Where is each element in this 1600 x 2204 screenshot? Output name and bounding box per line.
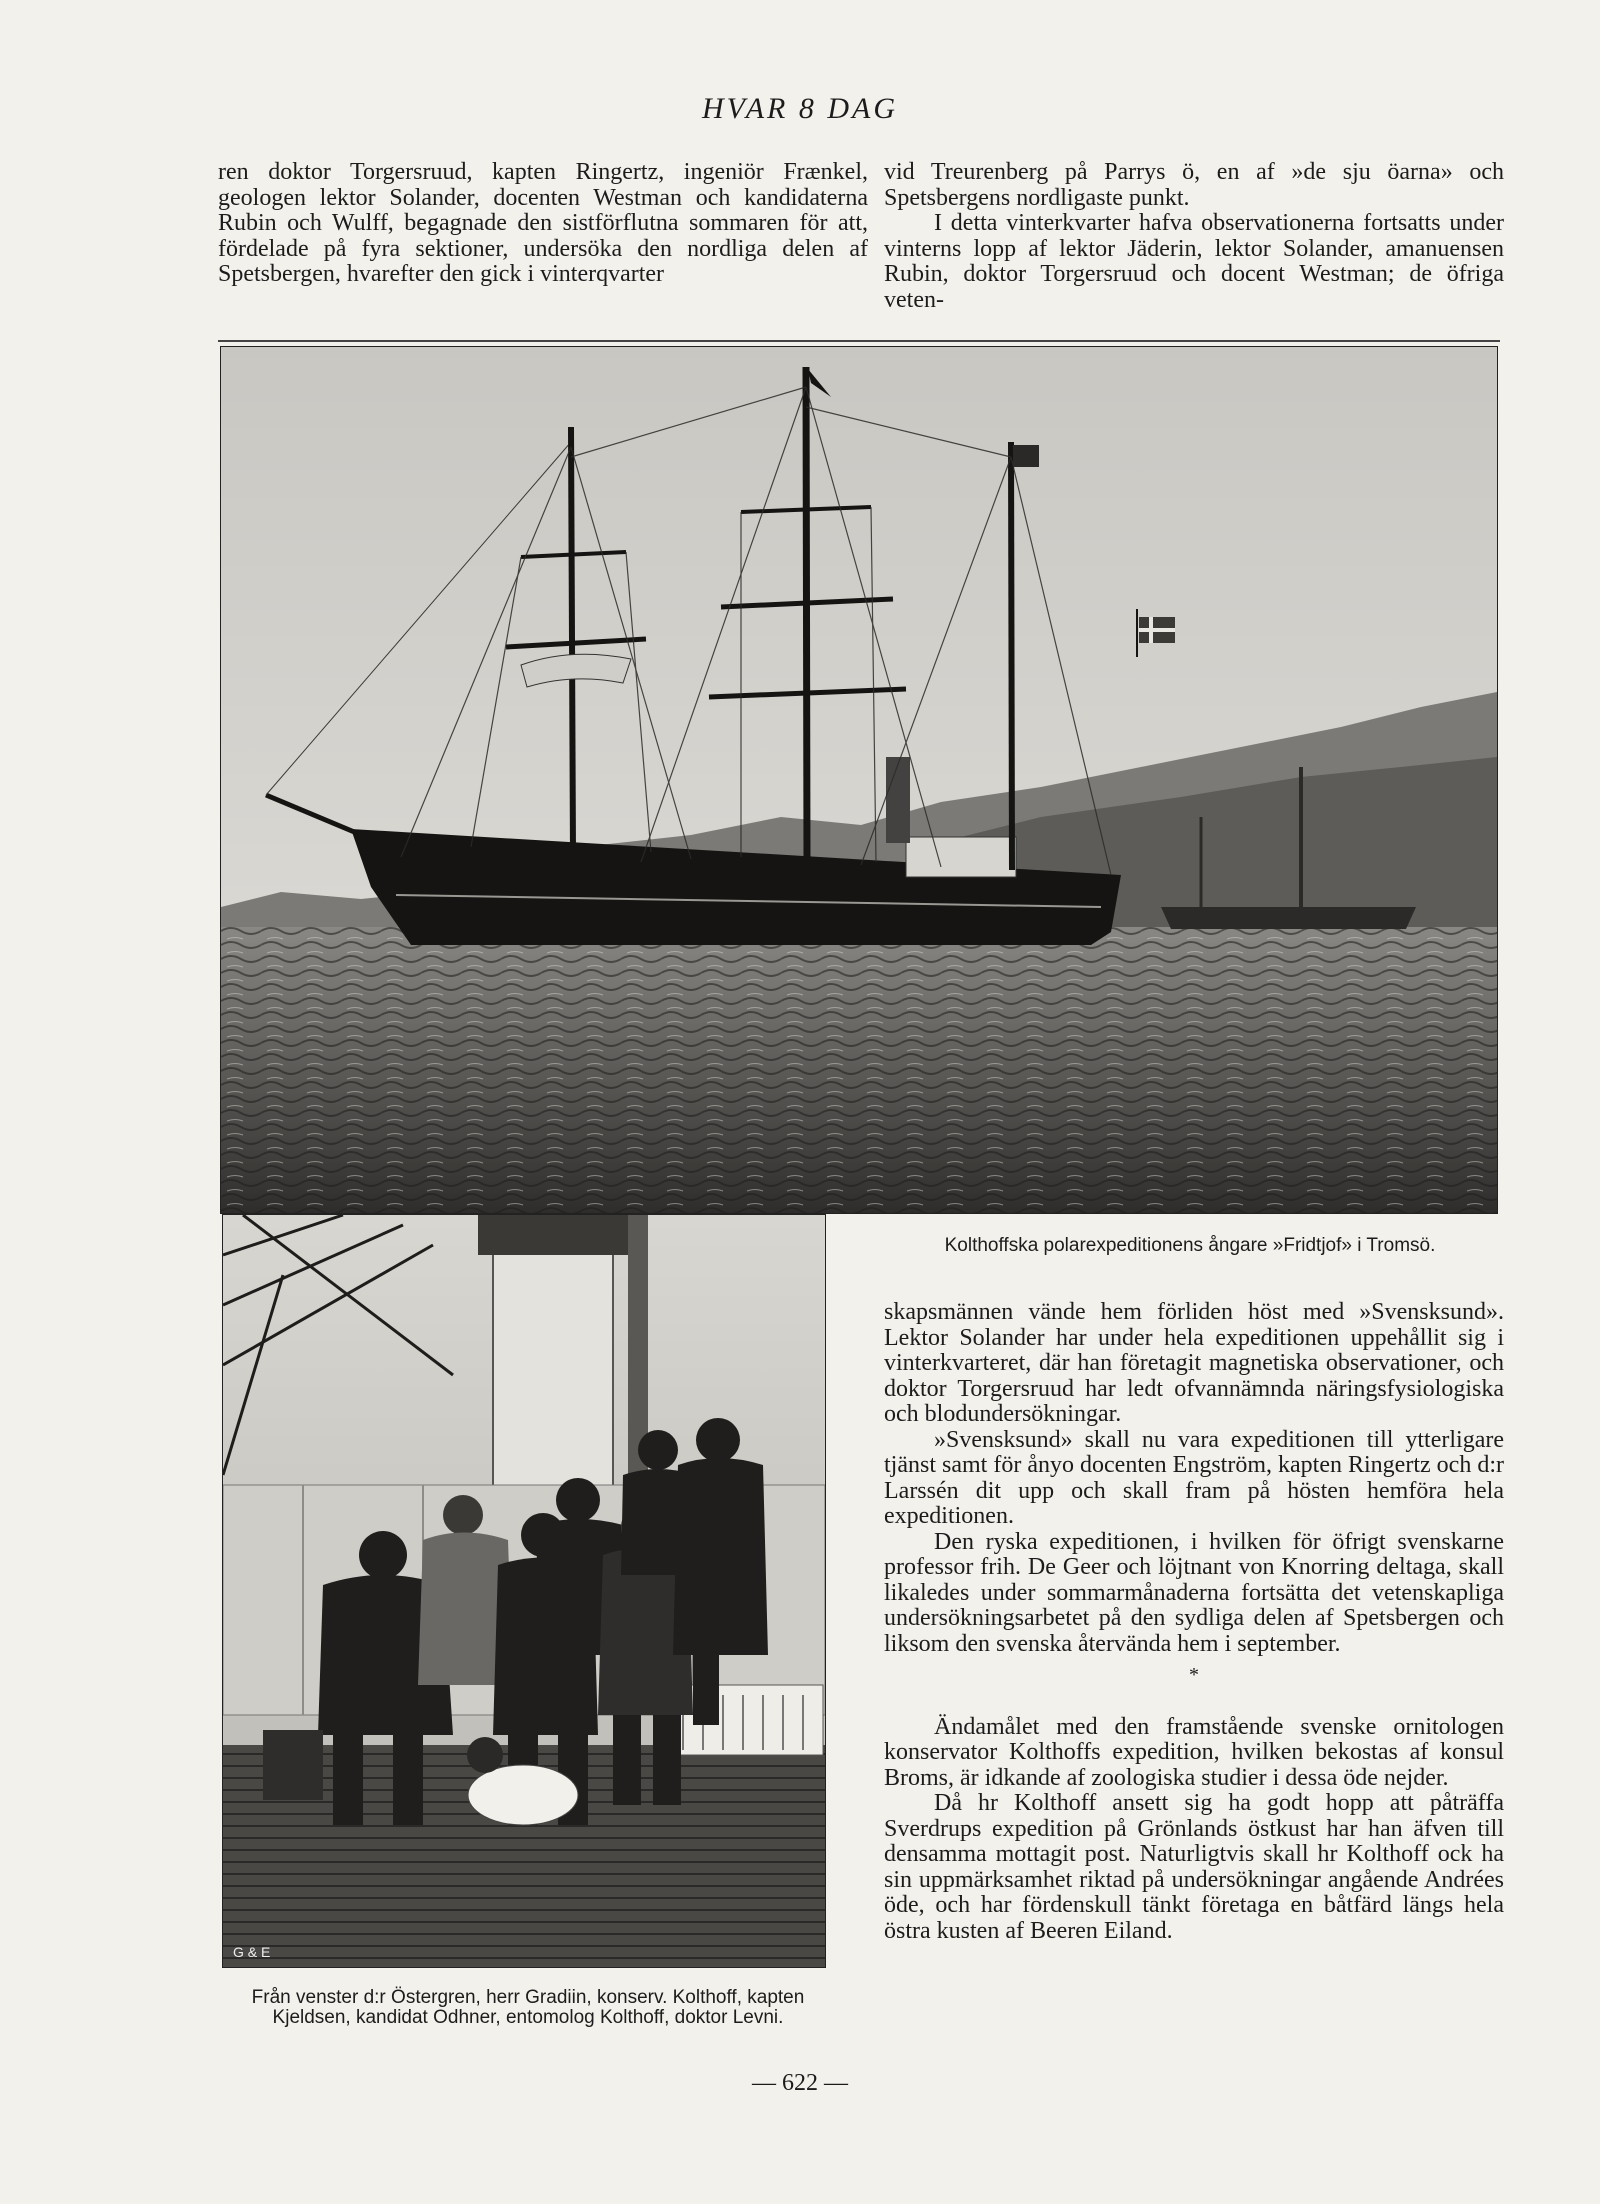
page-number: — 622 — (752, 2070, 848, 2096)
paragraph: Den ryska expeditionen, i hvilken för öfrigt svenskarne professor frih. De Geer och löjtnant von Knorring deltaga, skall likaledes under sommarmånaderna fortsätta det vetenskapliga undersökningsarbetet på den sydliga delen af Spetsbergen och liksom den svenska återvända hem i september. (884, 1528, 1504, 1657)
top-right-column (884, 160, 1504, 313)
paragraph: vid Treurenberg på Parrys ö, en af »de sju öarna» och Spetsbergens nordligaste punkt. (884, 159, 1504, 211)
paragraph: ren doktor Torgersruud, kapten Ringertz, ingeniör Frænkel, geologen lektor Solander, docenten Westman och kandidaterna Rubin och Wulff, begagnade den sistförflutna sommaren för att, fördelade på fyra sektioner, undersöka den nordliga delen af Spetsbergen, hvarefter den gick i vinterqvarter (218, 159, 868, 287)
paragraph: »Svensksund» skall nu vara expeditionen till ytterligare tjänst samt för ånyo docenten Engström, kapten Ringertz och d:r Larssén dit upp och skall fram på hösten hemföra hela expeditionen. (884, 1426, 1504, 1529)
group-photograph (222, 1214, 826, 1968)
bottom-right-column (884, 1300, 1504, 1944)
paragraph: I detta vinterkvarter hafva observationerna fortsatts under vinterns lopp af lektor Jäderin, lektor Solander, amanuensen Rubin, doktor Torgersruud och docent Westman; de öfriga veten- (884, 210, 1504, 313)
paragraph: skapsmännen vände hem förliden höst med »Svensksund». Lektor Solander har under hela expeditionen uppehållit sig i vinterkvarteret, där han företagit magnetiska observationer, och doktor Torgersruud har ledt ofvannämnda näringsfysiologiska och blodundersökningar. (884, 1299, 1504, 1427)
horizontal-rule (218, 340, 1500, 342)
ship-photo-caption: Kolthoffska polarexpeditionens ångare »Fridtjof» i Tromsö. (944, 1235, 1436, 1256)
running-head: HVAR 8 DAG (701, 92, 899, 125)
paragraph: Då hr Kolthoff ansett sig ha godt hopp att påträffa Sverdrups expedition på Grönlands östkust har han äfven till densamma mottagit post. Naturligtvis skall hr Kolthoff ock ha sin uppmärksamhet riktad på undersökningar angående Andrées öde, och har fördenskull tänkt företaga en båtfärd längs hela östra kusten af Beeren Eiland. (884, 1790, 1504, 1944)
top-left-column (218, 160, 868, 288)
paragraph: Ändamålet med den framstående svenske ornitologen konservator Kolthoffs expedition, hvilken bekostas af konsul Broms, är idkande af zoologiska studier i dessa öde nejder. (884, 1713, 1504, 1791)
section-separator: * (1189, 1664, 1199, 1686)
ship-photograph (220, 346, 1498, 1214)
group-photo-caption: Från venster d:r Östergren, herr Gradiin, konserv. Kolthoff, kapten Kjeldsen, kandidat Odhner, entomolog Kolthoff, doktor Levni. (251, 1987, 805, 2028)
svg-text:G & E: G & E (233, 1944, 271, 1960)
